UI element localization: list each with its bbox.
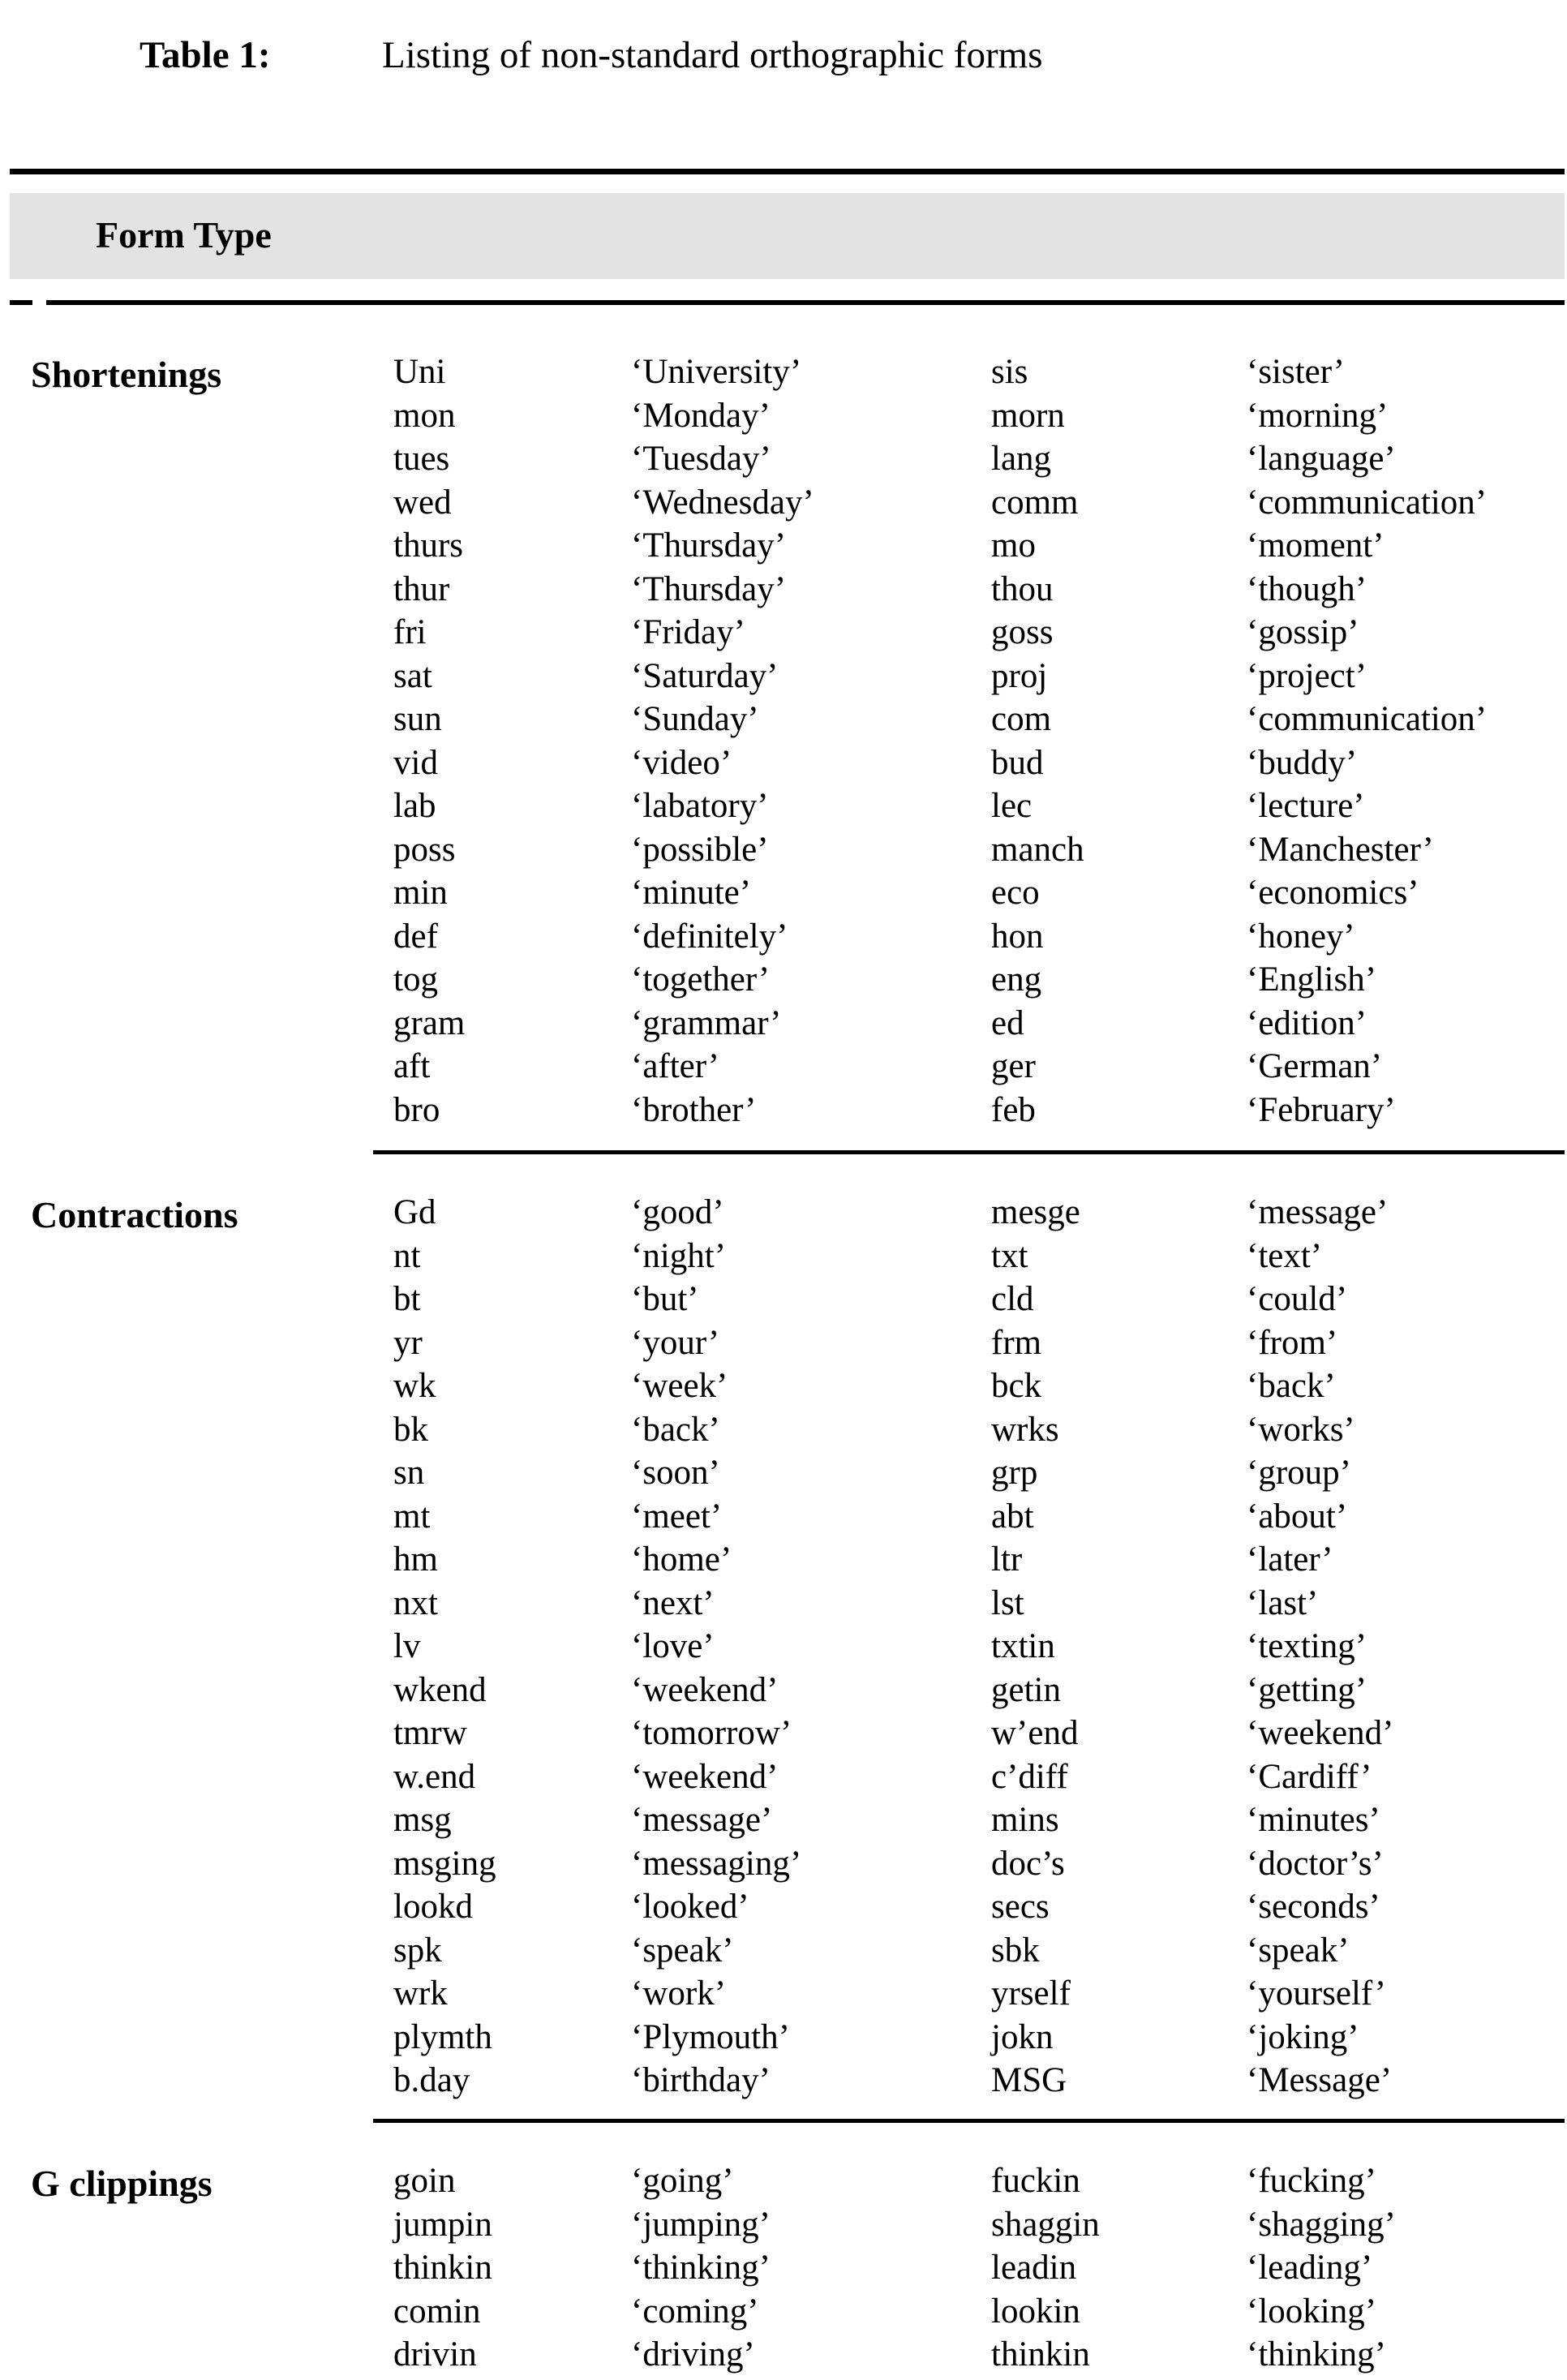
table-row [0,524,1567,568]
abbrev-cell: sn [393,1454,425,1492]
gloss-cell: ‘but’ [631,1280,699,1318]
gloss-cell: ‘getting’ [1247,1670,1367,1709]
gloss-cell: ‘could’ [1247,1280,1348,1318]
abbrev-cell: frm [991,1323,1042,1362]
table-row [0,1625,1567,1669]
gloss-cell: ‘Friday’ [631,613,745,651]
table-row [0,655,1567,698]
gloss-cell: ‘texting’ [1247,1627,1367,1665]
abbrev-cell: tmrw [393,1714,467,1752]
abbrev-cell: fuckin [991,2162,1080,2200]
table-row [0,1885,1567,1929]
abbrev-cell: mt [393,1497,431,1536]
abbrev-cell: goss [991,613,1054,651]
gloss-cell: ‘week’ [631,1367,728,1405]
section-title: G clippings [31,2163,213,2204]
abbrev-cell: thinkin [991,2335,1090,2374]
gloss-cell: ‘message’ [1247,1193,1389,1231]
abbrev-cell: feb [991,1090,1036,1129]
abbrev-cell: mon [393,396,456,435]
gloss-cell: ‘night’ [631,1236,727,1275]
table-row [0,1235,1567,1278]
gloss-cell: ‘good’ [631,1193,724,1231]
table-row [0,871,1567,915]
abbrev-cell: tues [393,440,450,478]
abbrev-cell: w.end [393,1757,476,1796]
abbrev-cell: getin [991,1670,1061,1709]
abbrev-cell: mo [991,526,1036,565]
gloss-cell: ‘looking’ [1247,2292,1377,2331]
gloss-cell: ‘communication’ [1247,483,1488,522]
abbrev-cell: yrself [991,1974,1071,2013]
abbrev-cell: gram [393,1003,466,1042]
gloss-cell: ‘next’ [631,1583,715,1622]
table-row [0,1972,1567,2016]
gloss-cell: ‘works’ [1247,1410,1355,1449]
gloss-cell: ‘edition’ [1247,1003,1367,1042]
table-row [0,1089,1567,1132]
table-row [0,915,1567,959]
abbrev-cell: txtin [991,1627,1055,1665]
abbrev-cell: aft [393,1047,431,1085]
abbrev-cell: proj [991,656,1048,695]
table-row [0,350,1567,394]
table-row [0,1495,1567,1539]
gloss-cell: ‘Monday’ [631,396,771,435]
abbrev-cell: lab [393,787,436,825]
gloss-cell: ‘message’ [631,1801,773,1839]
abbrev-cell: drivin [393,2335,477,2374]
abbrev-cell: cld [991,1280,1034,1318]
abbrev-cell: wk [393,1367,436,1405]
abbrev-cell: bck [991,1367,1042,1405]
table-row [0,437,1567,481]
header-rule [46,300,1565,305]
gloss-cell: ‘Wednesday’ [631,483,814,522]
table-row [0,394,1567,438]
gloss-cell: ‘about’ [1247,1497,1348,1536]
gloss-cell: ‘Saturday’ [631,656,779,695]
gloss-cell: ‘Plymouth’ [631,2017,790,2056]
section-rows [0,350,1567,1132]
abbrev-cell: shaggin [991,2205,1100,2244]
gloss-cell: ‘text’ [1247,1236,1323,1275]
abbrev-cell: mins [991,1801,1059,1839]
abbrev-cell: txt [991,1236,1028,1275]
abbrev-cell: Uni [393,353,446,391]
gloss-cell: ‘meet’ [631,1497,723,1536]
abbrev-cell: grp [991,1454,1038,1492]
gloss-cell: ‘driving’ [631,2335,755,2374]
abbrev-cell: eco [991,874,1040,912]
table-row [0,1045,1567,1089]
gloss-cell: ‘University’ [631,353,802,391]
gloss-cell: ‘weekend’ [631,1757,779,1796]
abbrev-cell: ed [991,1003,1024,1042]
abbrev-cell: ltr [991,1540,1023,1579]
gloss-cell: ‘looked’ [631,1888,749,1926]
table-number: Table 1: [140,34,271,76]
abbrev-cell: comin [393,2292,481,2331]
abbrev-cell: vid [393,743,438,782]
table-row [0,1191,1567,1235]
abbrev-cell: fri [393,613,427,651]
abbrev-cell: def [393,917,438,956]
table-row [0,1669,1567,1712]
abbrev-cell: lec [991,787,1033,825]
table-row [0,1538,1567,1582]
table-row [0,1582,1567,1626]
gloss-cell: ‘Thursday’ [631,526,787,565]
table-caption [0,31,1567,79]
abbrev-cell: sbk [991,1931,1040,1970]
gloss-cell: ‘lecture’ [1247,787,1365,825]
gloss-cell: ‘seconds’ [1247,1888,1380,1926]
abbrev-cell: lang [991,440,1052,478]
abbrev-cell: plymth [393,2017,492,2056]
gloss-cell: ‘grammar’ [631,1003,782,1042]
abbrev-cell: doc’s [991,1844,1065,1883]
section-separator-rule [373,1150,1565,1154]
table-row [0,1002,1567,1046]
abbrev-cell: w’end [991,1714,1079,1752]
gloss-cell: ‘Cardiff’ [1247,1757,1372,1796]
gloss-cell: ‘fucking’ [1247,2162,1376,2200]
gloss-cell: ‘Manchester’ [1247,830,1434,869]
gloss-cell: ‘moment’ [1247,526,1385,565]
abbrev-cell: jumpin [393,2205,492,2244]
gloss-cell: ‘after’ [631,1047,719,1085]
abbrev-cell: mesge [991,1193,1080,1231]
gloss-cell: ‘gossip’ [1247,613,1359,651]
gloss-cell: ‘from’ [1247,1323,1338,1362]
abbrev-cell: yr [393,1323,423,1362]
table-row [0,481,1567,525]
gloss-cell: ‘Message’ [1247,2061,1393,2099]
gloss-cell: ‘communication’ [1247,700,1488,738]
table-row [0,568,1567,612]
table-row [0,784,1567,828]
gloss-cell: ‘English’ [1247,960,1377,999]
section-rows [0,2159,1567,2377]
table-row [0,1929,1567,1973]
header-band [10,193,1565,279]
gloss-cell: ‘messaging’ [631,1844,802,1883]
gloss-cell: ‘later’ [1247,1540,1333,1579]
table-row [0,2333,1567,2377]
abbrev-cell: tog [393,960,438,999]
gloss-cell: ‘last’ [1247,1583,1319,1622]
gloss-cell: ‘group’ [1247,1454,1351,1492]
gloss-cell: ‘though’ [1247,569,1367,608]
abbrev-cell: nxt [393,1583,438,1622]
top-rule [10,169,1565,174]
table-row [0,1364,1567,1408]
abbrev-cell: poss [393,830,456,869]
abbrev-cell: thurs [393,526,463,565]
abbrev-cell: thou [991,569,1054,608]
table-row [0,1321,1567,1365]
table-row [0,741,1567,785]
gloss-cell: ‘together’ [631,960,771,999]
gloss-cell: ‘weekend’ [1247,1714,1394,1752]
table-title: Listing of non-standard orthographic forms [382,34,1043,76]
abbrev-cell: wkend [393,1670,487,1709]
table-row [0,2246,1567,2290]
table-row [0,828,1567,872]
abbrev-cell: c’diff [991,1757,1068,1796]
table-row [0,2059,1567,2103]
abbrev-cell: lookin [991,2292,1080,2331]
table-row [0,958,1567,1002]
gloss-cell: ‘thinking’ [1247,2335,1386,2374]
gloss-cell: ‘coming’ [631,2292,759,2331]
gloss-cell: ‘thinking’ [631,2249,771,2287]
gloss-cell: ‘back’ [1247,1367,1336,1405]
abbrev-cell: wrk [393,1974,448,2013]
table-row [0,698,1567,741]
abbrev-cell: com [991,700,1052,738]
table-row [0,1451,1567,1495]
abbrev-cell: ger [991,1047,1036,1085]
abbrev-cell: manch [991,830,1084,869]
gloss-cell: ‘back’ [631,1410,720,1449]
gloss-cell: ‘honey’ [1247,917,1355,956]
gloss-cell: ‘your’ [631,1323,720,1362]
gloss-cell: ‘project’ [1247,656,1367,695]
abbrev-cell: wed [393,483,452,522]
gloss-cell: ‘brother’ [631,1090,757,1129]
abbrev-cell: sat [393,656,432,695]
gloss-cell: ‘doctor’s’ [1247,1844,1384,1883]
abbrev-cell: bk [393,1410,428,1449]
gloss-cell: ‘possible’ [631,830,769,869]
abbrev-cell: wrks [991,1410,1059,1449]
abbrev-cell: Gd [393,1193,436,1231]
abbrev-cell: goin [393,2162,456,2200]
section-rows [0,1191,1567,2103]
abbrev-cell: hm [393,1540,438,1579]
table-row [0,1408,1567,1452]
abbrev-cell: secs [991,1888,1050,1926]
gloss-cell: ‘economics’ [1247,874,1419,912]
abbrev-cell: min [393,874,448,912]
table-row [0,1798,1567,1842]
section-separator-rule [373,2119,1565,2123]
table-row [0,2290,1567,2334]
section-title: Contractions [31,1194,238,1235]
abbrev-cell: sis [991,353,1028,391]
gloss-cell: ‘minute’ [631,874,752,912]
gloss-cell: ‘language’ [1247,440,1396,478]
abbrev-cell: morn [991,396,1065,435]
abbrev-cell: lst [991,1583,1024,1622]
table-row [0,611,1567,655]
gloss-cell: ‘weekend’ [631,1670,779,1709]
abbrev-cell: abt [991,1497,1034,1536]
table-row [0,1755,1567,1799]
table-row [0,2159,1567,2203]
gloss-cell: ‘joking’ [1247,2017,1359,2056]
abbrev-cell: MSG [991,2061,1067,2099]
header-rule-left [10,300,32,305]
abbrev-cell: comm [991,483,1079,522]
abbrev-cell: bud [991,743,1044,782]
abbrev-cell: thur [393,569,450,608]
gloss-cell: ‘speak’ [631,1931,734,1970]
gloss-cell: ‘sister’ [1247,353,1346,391]
gloss-cell: ‘minutes’ [1247,1801,1380,1839]
abbrev-cell: nt [393,1236,421,1275]
gloss-cell: ‘leading’ [1247,2249,1373,2287]
gloss-cell: ‘work’ [631,1974,727,2013]
abbrev-cell: thinkin [393,2249,492,2287]
table-row [0,1842,1567,1886]
gloss-cell: ‘buddy’ [1247,743,1358,782]
section-title: Shortenings [31,354,222,395]
abbrev-cell: leadin [991,2249,1077,2287]
gloss-cell: ‘Tuesday’ [631,440,771,478]
gloss-cell: ‘home’ [631,1540,732,1579]
gloss-cell: ‘tomorrow’ [631,1714,792,1752]
table-row [0,1712,1567,1755]
gloss-cell: ‘morning’ [1247,396,1389,435]
abbrev-cell: msg [393,1801,452,1839]
gloss-cell: ‘jumping’ [631,2205,771,2244]
gloss-cell: ‘video’ [631,743,732,782]
abbrev-cell: b.day [393,2061,470,2099]
table-row [0,2203,1567,2247]
abbrev-cell: jokn [991,2017,1054,2056]
gloss-cell: ‘soon’ [631,1454,720,1492]
gloss-cell: ‘definitely’ [631,917,788,956]
abbrev-cell: eng [991,960,1042,999]
abbrev-cell: bro [393,1090,440,1129]
column-header-form-type: Form Type [96,214,272,256]
abbrev-cell: sun [393,700,442,738]
abbrev-cell: bt [393,1280,421,1318]
gloss-cell: ‘Thursday’ [631,569,787,608]
gloss-cell: ‘going’ [631,2162,734,2200]
gloss-cell: ‘February’ [1247,1090,1396,1129]
abbrev-cell: lookd [393,1888,473,1926]
gloss-cell: ‘Sunday’ [631,700,759,738]
gloss-cell: ‘shagging’ [1247,2205,1396,2244]
abbrev-cell: lv [393,1627,421,1665]
gloss-cell: ‘German’ [1247,1047,1383,1085]
table-row [0,2016,1567,2060]
table-row [0,1278,1567,1321]
gloss-cell: ‘love’ [631,1627,715,1665]
abbrev-cell: msging [393,1844,496,1883]
abbrev-cell: hon [991,917,1044,956]
gloss-cell: ‘speak’ [1247,1931,1350,1970]
gloss-cell: ‘yourself’ [1247,1974,1386,2013]
gloss-cell: ‘labatory’ [631,787,769,825]
gloss-cell: ‘birthday’ [631,2061,771,2099]
abbrev-cell: spk [393,1931,442,1970]
